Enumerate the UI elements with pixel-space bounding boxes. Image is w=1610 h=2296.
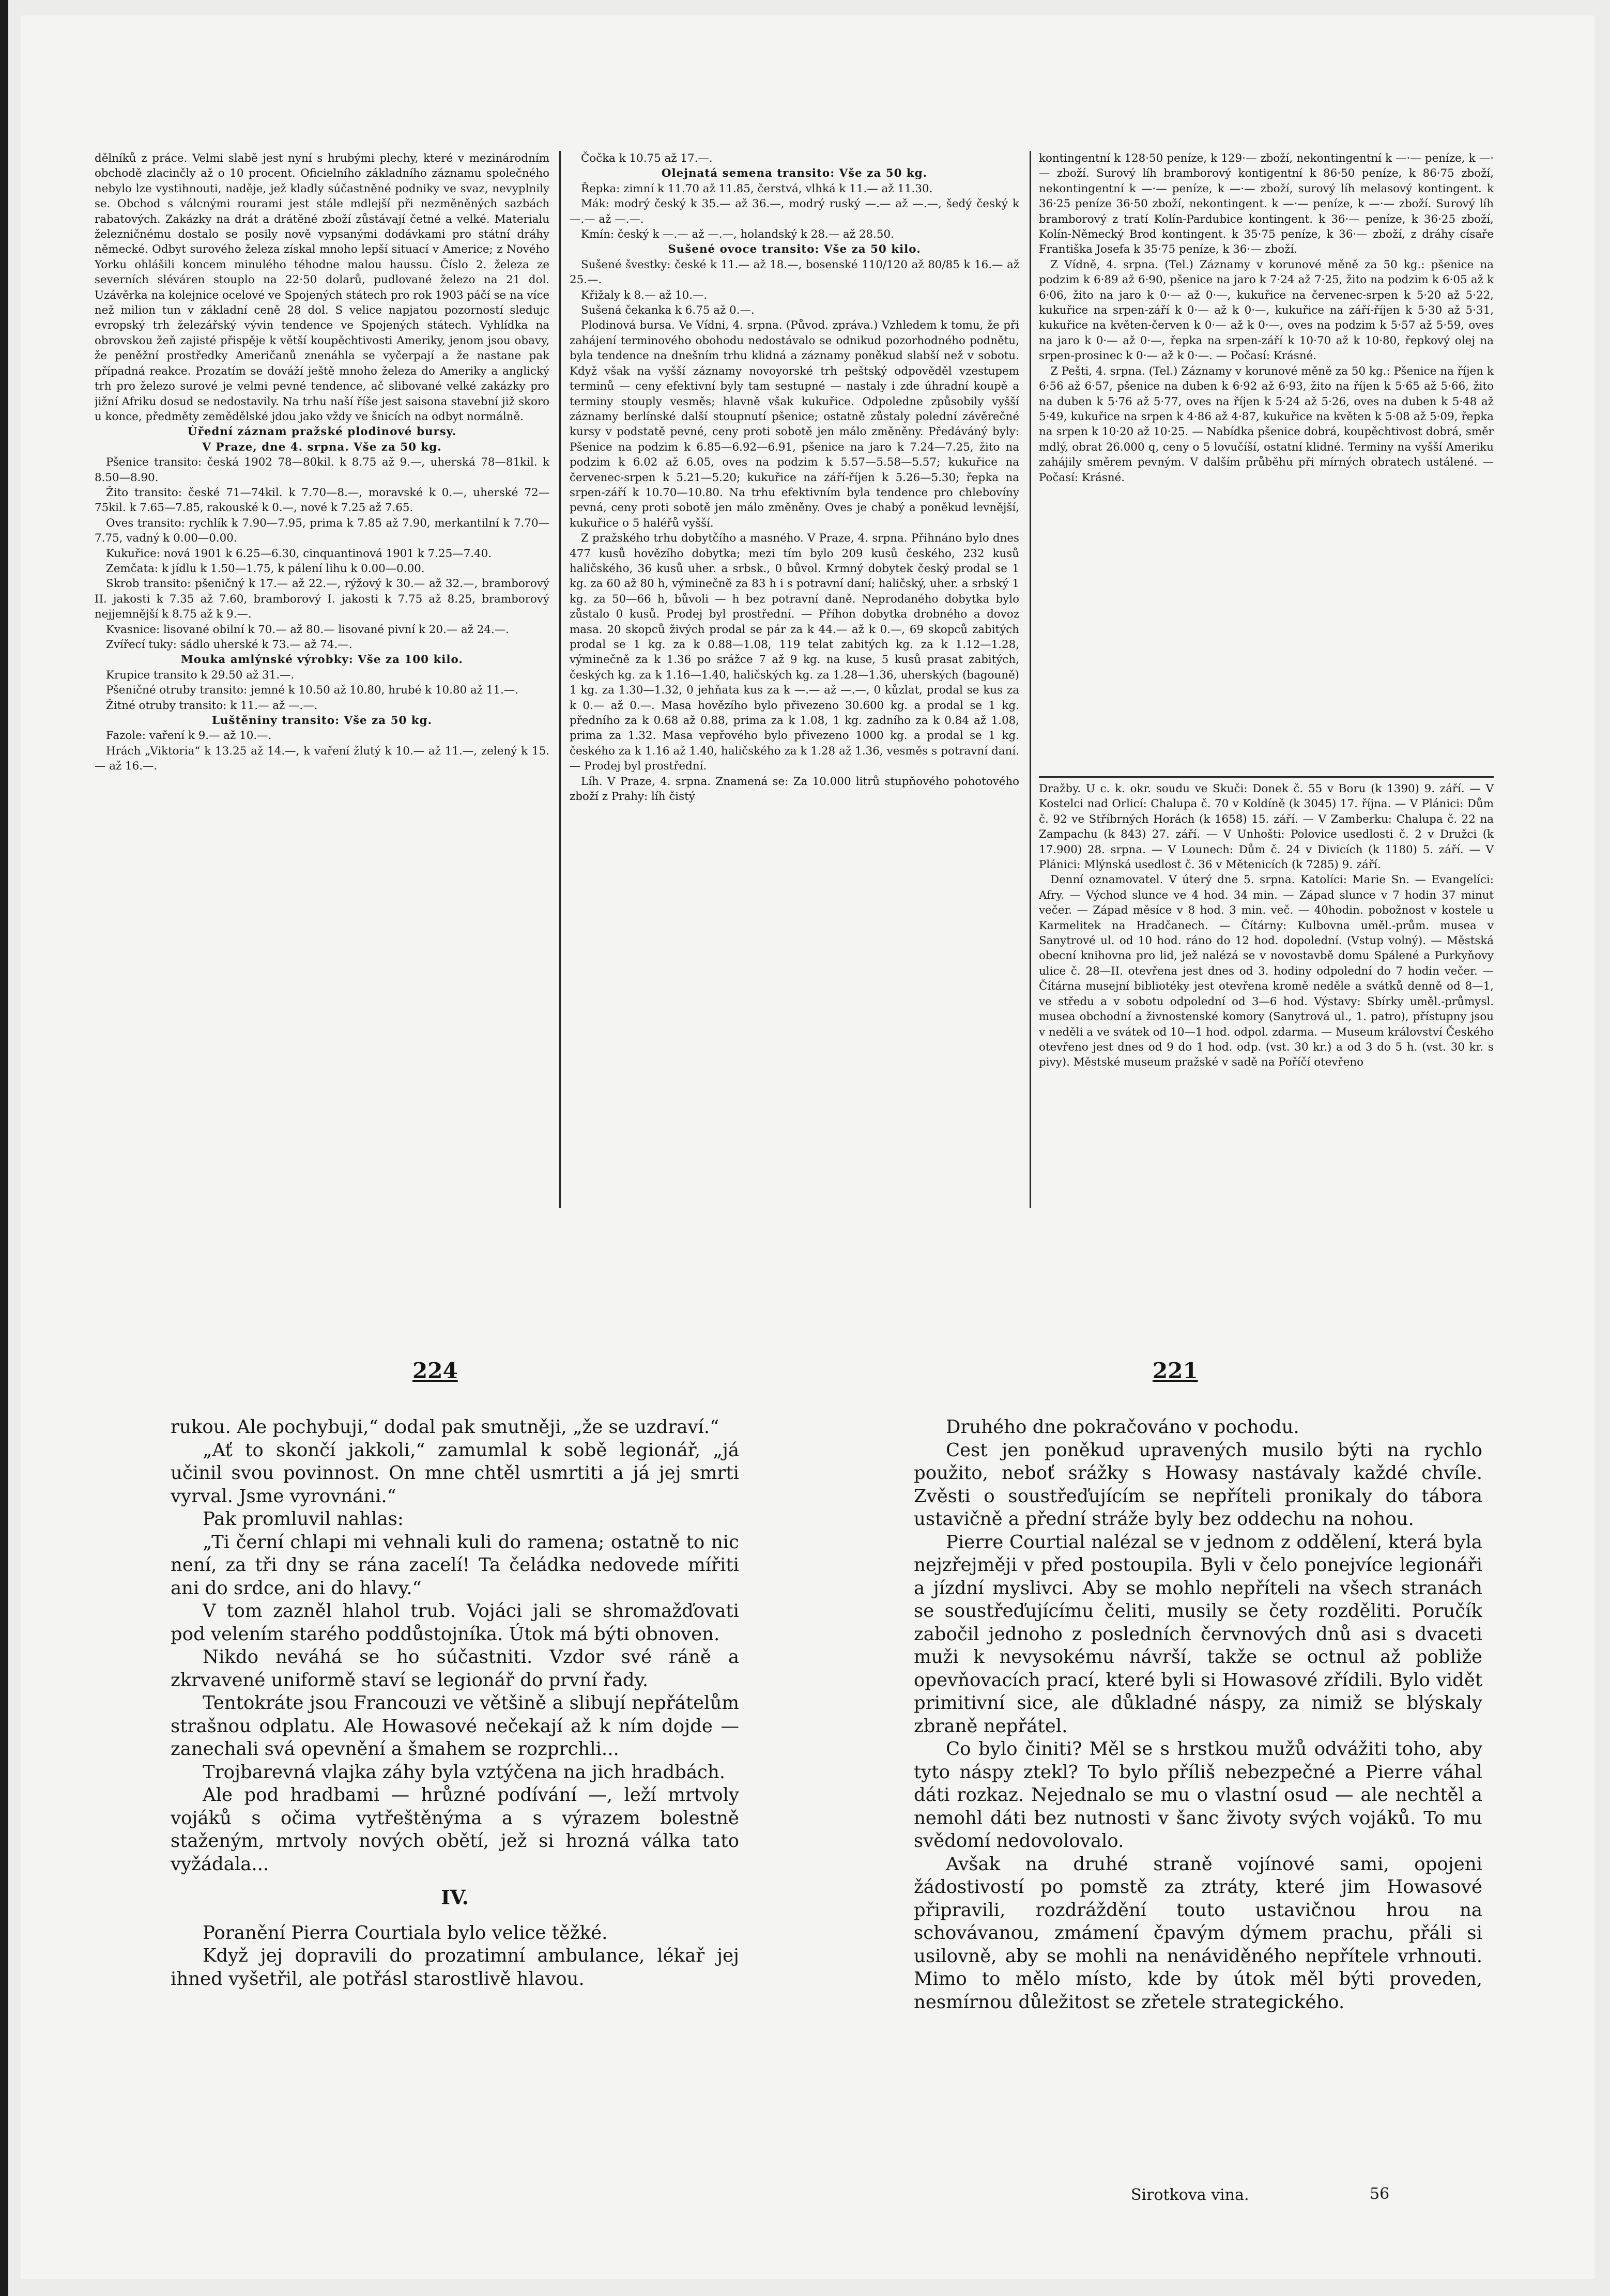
market-report-paragraph: Z pražského trhu dobytčího a masného. V Praze, 4. srpna. Přihnáno bylo dnes 477 kusů hovězího dobytka; mezi tím bylo 209 kusů českého, 232 kusů haličského, 36 kusů uher. a srbsk., 0 bůvol. Krmný dobytek český prodal se 1 kg. za 60 až 80 h, výminečně za 83 h i s potravní daní; haličský, uher. a srbský 1 kg. za 50—66 h, bůvoli — h bez potravní daně. Neprodaného dobytka bylo zůstalo 0 kusů. Prodej byl prostřední. — Příhon dobytka drobného a dovoz masa. 20 skopců živých prodal se pár za k 44.— až k 0.—, 69 skopců zabitých prodal se 1 kg. za k 0.88—1.08, 119 telat zabitých kg. za k 1.12—1.28, výminečně za k 1.36 po srážce 7 až 9 kg. na kuse, 5 kusů prasat zabitých, českých kg. za k 1.16—1.40, haličských kg. za 1.28—1.36, uherských (bagouně) 1 kg. za 1.30—1.32, 0 jehňata kus za k —.— až —.—, 0 kůzlat, prodal se kus za k 0.— až 0.—. Masa hovězího bylo přivezeno 30.600 kg. a prodal se 1 kg. předního za k 0.68 až 0.88, prima za k 1.08, 1 kg. zadního za k 0.84 až 1.08, prima za 1.32. Masa vepřového bylo přivezeno 1000 kg. a prodal se 1 kg. českého za k 1.16 až 1.40, haličského za k 1.28 až 1.36, vesměs s potravní daní. — Prodej byl prostřední. <box>570 532 1019 773</box>
market-report-paragraph: Hrách „Viktoria“ k 13.25 až 14.—, k vaření žlutý k 10.— až 11.—, zelený k 15.— až 16.—. <box>95 744 549 773</box>
novel-paragraph: Ale pod hradbami — hrůzné podívání —, leží mrtvoly vojáků s očima vytřeštěnýma a s výrazem bolestně staženým, mrtvoly nových obětí, jež si hrozná válka tato vyžádala... <box>171 1784 739 1875</box>
notice-paragraph: Dražby. U c. k. okr. soudu ve Skuči: Donek č. 55 v Boru (k 1390) 9. září. — V Kostelci nad Orlicí: Chalupa č. 70 v Koldíně (k 3045) 17. října. — V Plánici: Dům č. 92 ve Stříbrných Horách (k 1658) 15. září. — V Zamberku: Chalupa č. 22 na Zampachu (k 843) 27. září. — V Unhošti: Polovice usedlosti č. 2 v Družci (k 17.900) 28. srpna. — V Lounech: Dům č. 24 v Divicích (k 1180) 5. září. — V Plánici: Mlýnská usedlost č. 36 v Mětenicích (k 7285) 9. září. <box>1039 782 1494 872</box>
book-page-right <box>914 1416 1482 2222</box>
novel-paragraph: „Ti černí chlapi mi vehnali kuli do ramena; ostatně to nic není, za tři dny se rána zacelí! Ta čeládka nedovede mířiti ani do srdce, ani do hlavy.“ <box>171 1531 739 1599</box>
book-page-left <box>171 1416 739 2222</box>
newspaper-column-3-notices <box>1039 781 1494 1208</box>
newspaper-column-3 <box>1039 151 1494 771</box>
market-report-paragraph: Líh. V Praze, 4. srpna. Znamená se: Za 10.000 litrů stupňového pohotového zboží z Prahy: líh čistý <box>570 775 1019 804</box>
market-report-heading: Sušené ovoce transito: Vše za 50 kilo. <box>668 243 921 256</box>
novel-paragraph: Pierre Courtial nalézal se v jednom z oddělení, která byla nejzřejměji v před postoupila. Byli v čelo ponejvíce legionáři a jízdní myslivci. Aby se mohlo nepříteli na všech stranách se soustřeďujícímu čeliti, musily se čety rozděliti. Poručík zabočil jednoho z posledních červnových dnů asi s dvaceti muži k nevysokému návrší, takže se octnul až pobliže opevňovacích prací, které byli si Howasové zřídili. Bylo vidět primitivní sice, ale důkladné náspy, za nimiž se blýskaly zbraně nepřátel. <box>914 1531 1482 1737</box>
book-title-footer: Sirotkova vina. <box>1131 2186 1249 2204</box>
market-report-paragraph: Sušená čekanka k 6.75 až 0.—. <box>581 304 755 317</box>
market-report-paragraph: Plodinová bursa. Ve Vídni, 4. srpna. (Původ. zpráva.) Vzhledem k tomu, že při zahájení terminového obohodu nedostávalo se odnikud pozorhodného podnětu, byla tendence na dnešním trhu klidná a záznamy poněkud slabší než v sobotu. Když však na vyšší záznamy novoyorské trh peštský odpověděl vzestupem terminů — ceny efektivní byly tam sestupné — nastaly i zde úhradní koupě a terminy stouply vesměs; hlavně však kukuřice. Odpoledne způsobily vyšší záznamy berlínské další stoupnutí pšenice; ostatně zůstaly polední závěrečné kursy v podstatě pevné, ceny proti sobotě jen málo změněny. Předáváný byly: Pšenice na podzim k 6.85—6.92—6.91, pšenice na jaro k 7.24—7.25, žito na podzim k 6.02 až 6.05, oves na podzim k 5.57—5.58—5.57; kukuřice na červenec-srpen k 5.21—5.20; kukuřice na září-říjen k 5.26—5.30; řepka na srpen-září k 10.70—10.80. Na trhu efektivním byla tendence pro chlebovíny pevná, ceny proti sobotě jen málo změněny. Oves je chabý a poněkud levnější, kukuřice o 5 haléřů vyšší. <box>570 319 1019 530</box>
market-report-paragraph: Čočka k 10.75 až 17.—. <box>581 152 713 165</box>
market-report-paragraph: Z Pešti, 4. srpna. (Tel.) Záznamy v korunové měně za 50 kg.: Pšenice na říjen k 6·56 až 6·57, pšenice na duben k 6·92 až 6·93, žito na říjen k 5·65 až 5·66, žito na duben k 5·76 až 5·77, oves na říjen k 5·24 až 5·26, oves na duben k 5·48 až 5·49, kukuřice na srpen k 4·86 až 4·87, kukuřice na květen k 5·08 až 5·09, řepka na srpen k 10·20 až 10·25. — Nabídka pšenice dobrá, koupěchtivost dobrá, směr mdlý, obrat 26.000 q, ceny o 5 lovučíší, ostatní klidné. Terminy na vyšší Ameriku zahájily směrem pevným. V dalším průběhu při mírných obratech ustálené. — Počasí: Krásné. <box>1039 364 1494 484</box>
market-report-heading: Úřední záznam pražské plodinové bursy. <box>187 425 457 439</box>
market-report-paragraph: Žitné otruby transito: k 11.— až —.—. <box>106 699 318 712</box>
signature-number: 56 <box>1370 2185 1390 2203</box>
market-report-heading: Olejnatá semena transito: Vše za 50 kg. <box>661 167 928 180</box>
novel-paragraph: Co bylo činiti? Měl se s hrstkou mužů odvážiti toho, aby tyto náspy ztekl? To bylo příliš nebezpečné a Pierre váhal dáti rozkaz. Nejednalo se mu o vlastní osud — ale nechtěl a nemohl dáti bez nutnosti v šanc životy svých vojáků. To mu svědomí nedovolovalo. <box>914 1738 1482 1852</box>
market-report-paragraph: Kvasnice: lisované obilní k 70.— až 80.— lisované pivní k 20.— až 24.—. <box>106 623 509 636</box>
market-report-heading: Mouka amlýnské výrobky: Vše za 100 kilo. <box>181 653 463 667</box>
novel-paragraph: Poranění Pierra Courtiala bylo velice těžké. <box>203 1922 608 1944</box>
novel-heading: IV. <box>441 1886 469 1909</box>
market-report-paragraph: Fazole: vaření k 9.— až 10.—. <box>106 729 272 743</box>
market-report-heading: V Praze, dne 4. srpna. Vše za 50 kg. <box>202 440 442 454</box>
novel-paragraph: Avšak na druhé straně vojínové sami, opojeni žádostivostí po pomstě za ztráty, které jim Howasové připravili, rozdráždění touto ustavičnou hrou na schovávanou, zmámení čpavým dýmem prachu, přáli si usilovně, aby se mohli na nenáviděného nepřítele vrhnouti. Mimo to mělo místo, kde by útok měl býti proveden, nesmírnou důležitost se zřetele strategického. <box>914 1853 1482 2013</box>
novel-paragraph: rukou. Ale pochybuji,“ dodal pak smutněji, „že se uzdraví.“ <box>171 1416 719 1438</box>
novel-paragraph: Tentokráte jsou Francouzi ve většině a slibují nepřátelům strašnou odplatu. Ale Howasové nečekají až k ním dojde — zanechali svá opevnění a šmahem se rozprchli... <box>171 1692 739 1760</box>
column-rule-2 <box>1030 151 1031 1208</box>
novel-paragraph: Druhého dne pokračováno v pochodu. <box>946 1416 1299 1438</box>
newspaper-column-1 <box>95 151 549 1200</box>
right-page-number: 221 <box>1153 1358 1198 1383</box>
market-report-paragraph: dělníků z práce. Velmi slabě jest nyní s hrubými plechy, které v mezinárodním obchodě zlacinčly až o 10 procent. Oficielního základního záznamu společného nebylo lze vystihnouti, naděje, jež kladly súčastněné podniky ve svaz, nevyplnily se. Obchod s válcnými rourami jest stále mdlejší při nezměněných sazbách rabatových. Zakázky na drát a drátěné zboží zůstávají četné a velké. Materialu železničnému dostalo se posily nově vypsanými dodávkami pro státní dráhy německé. Odbyt surového železa získal mnoho lepší situací v Americe; z Nového Yorku ohlášili koncem minulého téhodne malou haussu. Číslo 2. železa ze severních sléváren stouplo na 22·50 dolarů, pudlované železo na 21 dol. Uzávěrka na kolejnice ocelové ve Spojených státech pro rok 1903 páčí se na více než milion tun v základní ceně 28 dol. S velice napjatou pozorností sledujc evropský trh železářský vývin tendence ve Spojených státech. Vyhlídka na obrovskou žeň zajisté přispěje k větší koupěchtivosti Ameriky, jenom jsou obavy, že peněžní prostředky Američanů znenáhla se vyčerpají a že nastane pak případná reakce. Prozatím se dováží ještě mnoho železa do Ameriky a anglický trh pro železo surové je velmi pevné tendence, ač slibované velké zakázky pro jižní Afriku dosud se nedostavily. Na trhu naší říše jest saisona stavební již skoro u konce, předměty zemědělské jdou jako vždy ve šnicích na odbyt normálně. <box>95 152 549 423</box>
market-report-paragraph: Zvířecí tuky: sádlo uherské k 73.— až 74.—. <box>106 638 352 651</box>
market-report-paragraph: Pšeničné otruby transito: jemné k 10.50 až 10.80, hrubé k 10.80 až 11.—. <box>106 684 519 697</box>
market-report-paragraph: Pšenice transito: česká 1902 78—80kil. k 8.75 až 9.—, uherská 78—81kil. k 8.50—8.90. <box>95 456 549 484</box>
left-page-number: 224 <box>412 1358 458 1383</box>
market-report-paragraph: kontingentní k 128·50 peníze, k 129·— zboží, nekontingentní k —·— peníze, k —·— zboží. Surový líh bramborový kontigentní k 86·50 peníze, k 86·75 zboží, nekontingentní k —·— peníze, k —·— zboží, surový líh melasový kontingent. k 36·25 peníze 36·50 zboží, nekontingent. k —·— peníze, k —·— zboží. Surový líh bramborový z tratí Kolín-Pardubice kontingent. k 36·— peníze, k 36·25 zboží, Kolín-Německý Brod kontingent. k 35·75 peníze, k 36·— zboží, z dráhy císaře Františka Josefa k 35·75 peníze, k 36·— zboží. <box>1039 152 1494 256</box>
market-report-paragraph: Oves transito: rychlík k 7.90—7.95, prima k 7.85 až 7.90, merkantilní k 7.70—7.75, vadný k 0.00—0.00. <box>95 516 549 545</box>
market-report-paragraph: Zemčata: k jídlu k 1.50—1.75, k pálení lihu k 0.00—0.00. <box>106 562 425 575</box>
market-report-paragraph: Skrob transito: pšeničný k 17.— až 22.—, rýžový k 30.— až 32.—, bramborový II. jakosti k 7.35 až 7.60, bramborový I. jakosti k 7.75 až 8.25, bramborový nejjemnější k 8.75 až k 9.—. <box>95 577 549 621</box>
novel-paragraph: Cest jen poněkud upravených musilo býti na rychlo použito, neboť srážky s Howasy nastávaly každé chvíle. Zvěsti o soustřeďujícím se nepříteli pronikaly do tábora ustavičně a přední stráže byly bez oddechu na nohou. <box>914 1439 1482 1530</box>
novel-paragraph: Pak promluvil nahlas: <box>203 1508 404 1530</box>
newspaper-column-2 <box>570 151 1019 1200</box>
novel-paragraph: Trojbarevná vlajka záhy byla vztýčena na jich hradbách. <box>203 1761 726 1783</box>
market-report-paragraph: Sušené švestky: české k 11.— až 18.—, bosenské 110/120 až 80/85 k 16.— až 25.—. <box>570 258 1019 287</box>
market-report-paragraph: Žito transito: české 71—74kil. k 7.70—8.—, moravské k 0.—, uherské 72—75kil. k 7.65—7.85, rakouské k 0.—, nové k 7.25 až 7.65. <box>95 486 549 515</box>
market-report-paragraph: Z Vídně, 4. srpna. (Tel.) Záznamy v korunové měně za 50 kg.: pšenice na podzim k 6·89 až 6·90, pšenice na jaro k 7·24 až 7·25, žito na podzim k 6·05 až k 6·06, žito na jaro k 0·— až 0·—, kukuřice na červenec-srpen k 5·20 až 5·22, kukuřice na srpen-září k 0·— až k 0·—, kukuřice na září-říjen k 5·30 až 5·31, kukuřice na květen-červen k 0·— až k 0·—, oves na podzim k 5·57 až 5·59, oves na jaro k 0·— až 0·—, řepka na srpen-září k 10·70 až k 10·80, řepkový olej na srpen-prosinec k 0·— až k 0·—. — Počasí: Krásné. <box>1039 258 1494 363</box>
market-report-paragraph: Řepka: zimní k 11.70 až 11.85, čerstvá, vlhká k 11.— až 11.30. <box>581 182 933 195</box>
market-report-paragraph: Křižaly k 8.— až 10.—. <box>581 288 708 302</box>
market-report-paragraph: Kmín: český k —.— až —.—, holandský k 28.— až 28.50. <box>581 228 894 241</box>
novel-paragraph: „Ať to skončí jakkoli,“ zamumlal k sobě legionář, „já učinil svou povinnost. On mne chtěl usmrtiti a já jej smrti vyrval. Jsme vyrovnáni.“ <box>171 1439 739 1507</box>
section-rule <box>1039 776 1494 778</box>
binding-edge <box>0 0 8 2296</box>
market-report-paragraph: Mák: modrý český k 35.— až 36.—, modrý ruský —.— až —.—, šedý český k —.— až —.—. <box>570 197 1019 226</box>
novel-paragraph: Když jej dopravili do prozatimní ambulance, lékař jej ihned vyšetřil, ale potřásl starostlivě hlavou. <box>171 1945 739 1990</box>
notice-paragraph: Denní oznamovatel. V úterý dne 5. srpna. Katolíci: Marie Sn. — Evangelíci: Afry. — Východ slunce ve 4 hod. 34 min. — Západ slunce v 7 hodin 37 minut večer. — Západ měsíce v 8 hod. 3 min. več. — 40hodin. pobožnost v kostele u Karmelitek na Hradčanech. — Čítárny: Kulbovna uměl.-prům. musea v Sanytrové ul. od 10 hod. ráno do 12 hod. dopolední. (Vstup volný). — Městská obecní knihovna pro lid, jež nalézá se v novostavbě domu Spálené a Purkyňovy ulice č. 28—II. otevřena jest dnes od 3. hodiny odpolední do 7 hodin večer. — Čítárna musejní bibliotéky jest otevřena kromě neděle a svátků denně od 8—1, ve středu a v sobotu odpolední od 3—6 hod. Výstavy: Sbírky uměl.-průmysl. musea obchodní a živnostenské komory (Sanytrová ul., 1. patro), přístupny jsou v neděli a ve svátek od 10—1 hod. odpol. zdarma. — Museum království Českého otevřeno jest dnes od 9 do 1 hod. odp. (vst. 30 kr.) a od 3 do 5 h. (vst. 30 kr. s pivy). Městské museum pražské v sadě na Poříčí otevřeno <box>1039 873 1494 1069</box>
novel-paragraph: V tom zazněl hlahol trub. Vojáci jali se shromažďovati pod velením starého poddůstojníka. Útok má býti obnoven. <box>171 1600 739 1645</box>
market-report-paragraph: Kukuřice: nová 1901 k 6.25—6.30, cinquantinová 1901 k 7.25—7.40. <box>106 547 492 560</box>
market-report-heading: Luštěniny transito: Vše za 50 kg. <box>211 714 433 728</box>
novel-paragraph: Nikdo neváhá se ho súčastniti. Vzdor své ráně a zkrvavené uniformě staví se legionář do první řady. <box>171 1646 739 1691</box>
market-report-paragraph: Krupice transito k 29.50 až 31.—. <box>106 668 295 682</box>
column-rule-1 <box>559 151 561 1208</box>
